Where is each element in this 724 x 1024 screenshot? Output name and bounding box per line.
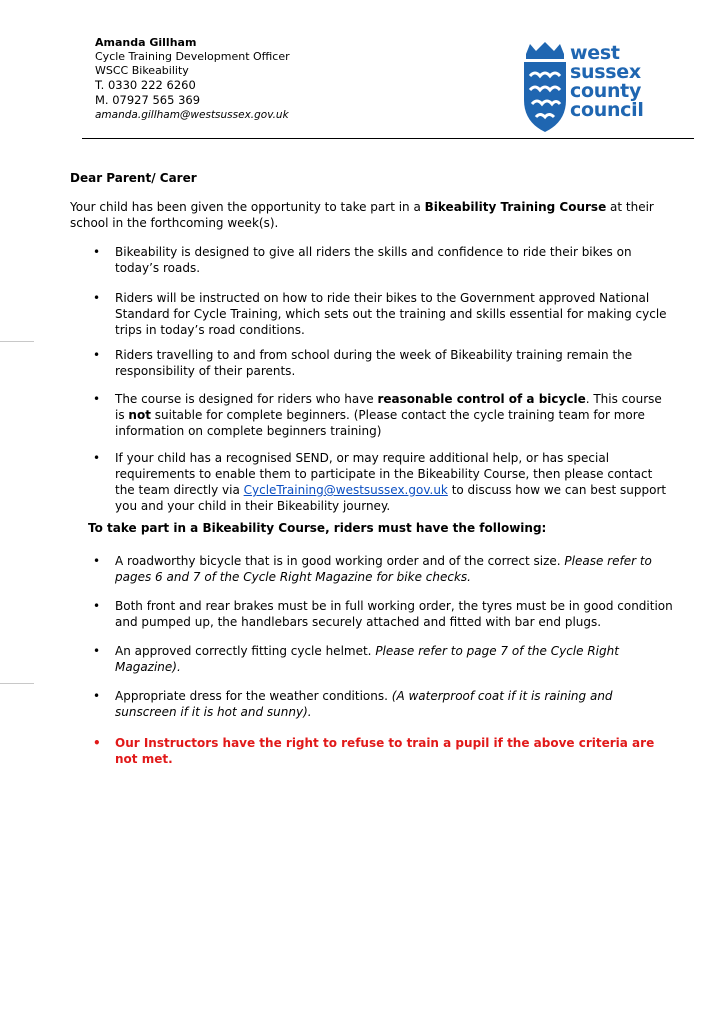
email-link[interactable]: CycleTraining@westsussex.gov.uk bbox=[243, 483, 448, 497]
intro-course-name: Bikeability Training Course bbox=[424, 200, 607, 214]
logo-line-west: west bbox=[570, 42, 620, 64]
requirement-text: Appropriate dress for the weather conditions. bbox=[115, 689, 392, 703]
point-text: Riders will be instructed on how to ride their bikes to the Government approved National Standard for Cycle Training, which sets out the training and skills essential for making cycle trips in today’s road conditions. bbox=[115, 291, 667, 337]
list-item bbox=[93, 290, 675, 338]
bullet-icon: • bbox=[93, 348, 101, 362]
point-text: If your child has a recognised SEND, or may require additional help, or has special requirements to enable them to participate in the Bikeability Course, then please contact the team directly via bbox=[115, 451, 653, 497]
list-item bbox=[93, 391, 675, 439]
bullet-icon: • bbox=[93, 736, 101, 750]
logo-line-sussex: sussex bbox=[570, 61, 641, 83]
requirement-text: Both front and rear brakes must be in full working order, the tyres must be in good condition and pumped up, the handlebars securely attached and fitted with bar end plugs. bbox=[115, 599, 673, 629]
crest-icon bbox=[520, 42, 570, 134]
sender-org: WSCC Bikeability bbox=[95, 64, 189, 77]
sender-phone: T. 0330 222 6260 bbox=[95, 78, 196, 92]
logo-wordmark bbox=[570, 44, 644, 120]
list-item bbox=[93, 735, 675, 767]
requirements-heading: To take part in a Bikeability Course, riders must have the following: bbox=[88, 521, 547, 535]
logo-line-council: council bbox=[570, 99, 644, 121]
bullet-icon: • bbox=[93, 554, 101, 568]
requirement-note: Please refer to pages 6 and 7 of the Cycle Right Magazine for bike checks. bbox=[115, 554, 652, 584]
sender-mobile: M. 07927 565 369 bbox=[95, 93, 201, 107]
list-item bbox=[93, 598, 675, 630]
point-text: The course is designed for riders who have bbox=[115, 392, 378, 406]
point-text: to discuss how we can best support you and your child in their Bikeability journey. bbox=[115, 483, 667, 513]
list-item bbox=[93, 347, 675, 379]
intro-paragraph bbox=[70, 199, 675, 231]
bullet-icon: • bbox=[93, 245, 101, 259]
point-emphasis: reasonable control of a bicycle bbox=[377, 392, 586, 406]
requirement-text: An approved correctly fitting cycle helmet. bbox=[115, 644, 376, 658]
point-text: Bikeability is designed to give all riders the skills and confidence to ride their bikes on today’s roads. bbox=[115, 245, 632, 275]
sender-email: amanda.gillham@westsussex.gov.uk bbox=[95, 109, 289, 121]
contact-block bbox=[95, 36, 290, 122]
requirement-note: Please refer to page 7 of the Cycle Right Magazine). bbox=[115, 644, 619, 674]
bullet-icon: • bbox=[93, 644, 101, 658]
logo-line-county: county bbox=[570, 80, 642, 102]
sender-name: Amanda Gillham bbox=[95, 36, 197, 49]
header-divider bbox=[82, 138, 694, 139]
intro-text-end: at their school in the forthcoming week(s). bbox=[70, 200, 654, 230]
requirement-text: A roadworthy bicycle that is in good working order and of the correct size. bbox=[115, 554, 565, 568]
point-text: . This course is bbox=[115, 392, 662, 422]
warning-text: Our Instructors have the right to refuse to train a pupil if the above criteria are not met. bbox=[115, 736, 655, 766]
council-logo bbox=[520, 42, 670, 134]
margin-mark bbox=[0, 341, 34, 342]
bullet-icon: • bbox=[93, 291, 101, 305]
point-emphasis: not bbox=[128, 408, 151, 422]
list-item bbox=[93, 643, 675, 675]
point-text: Riders travelling to and from school during the week of Bikeability training remain the responsibility of their parents. bbox=[115, 348, 633, 378]
list-item bbox=[93, 244, 675, 276]
list-item bbox=[93, 688, 675, 720]
requirement-note: (A waterproof coat if it is raining and sunscreen if it is hot and sunny). bbox=[115, 689, 613, 719]
bullet-icon: • bbox=[93, 451, 101, 465]
intro-text: Your child has been given the opportunity to take part in a bbox=[70, 200, 425, 214]
point-text: suitable for complete beginners. (Please contact the cycle training team for more information on complete beginners training) bbox=[115, 408, 645, 438]
salutation: Dear Parent/ Carer bbox=[70, 171, 197, 185]
list-item bbox=[93, 553, 675, 585]
bullet-icon: • bbox=[93, 689, 101, 703]
list-item bbox=[93, 450, 675, 514]
sender-role: Cycle Training Development Officer bbox=[95, 50, 290, 63]
bullet-icon: • bbox=[93, 599, 101, 613]
margin-mark bbox=[0, 683, 34, 684]
bullet-icon: • bbox=[93, 392, 101, 406]
